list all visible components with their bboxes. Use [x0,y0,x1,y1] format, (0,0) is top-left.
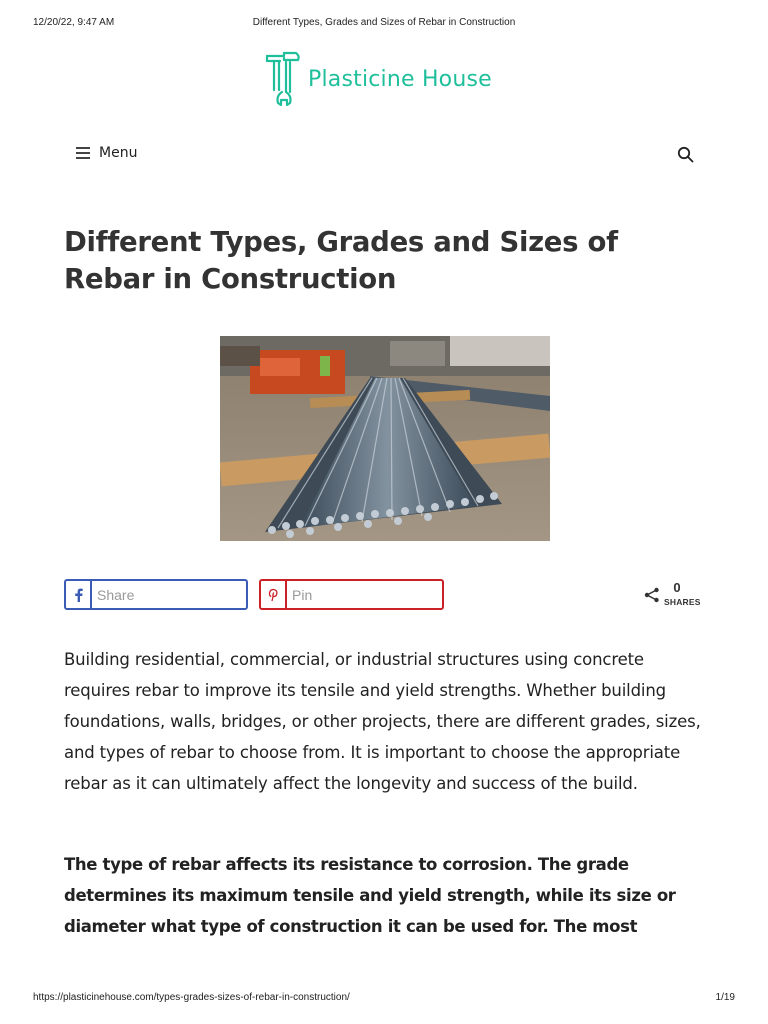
site-logo[interactable] [262,50,492,108]
main-nav [64,142,704,170]
pinterest-icon [261,581,287,608]
article-paragraph: Building residential, commercial, or industrial structures using concrete requires rebar to improve its tensile and yield strengths. Whether building foundations, walls, bridges, or other projects, there are different grades, sizes, and types of rebar to choose from. It is important to choose the appropriate rebar as it can ultimately affect the longevity and success of the build. [64,650,701,793]
menu-label: Menu [99,145,138,161]
search-icon [677,146,694,163]
search-button[interactable] [677,146,694,167]
facebook-share-label: Share [97,586,135,603]
share-counter [644,580,704,610]
site-logo-text: Plasticine House [308,66,492,92]
facebook-icon [66,581,92,608]
print-doc-title: Different Types, Grades and Sizes of Rebar in Construction [252,17,516,28]
menu-button[interactable] [75,145,137,161]
print-page-number: 1/19 [715,992,735,1003]
article-hero-image [220,336,550,541]
hamburger-icon [75,146,91,160]
share-bar [64,579,704,611]
rebar-bundle-photo [220,336,550,541]
hammer-wrench-icon [262,50,302,108]
print-header [0,17,768,31]
share-count-label: SHARES [664,597,701,607]
print-footer [0,992,768,1006]
facebook-share-button[interactable] [64,579,248,610]
pinterest-pin-button[interactable] [259,579,444,610]
print-datetime: 12/20/22, 9:47 AM [33,17,115,28]
article-paragraph-bold: The type of rebar affects its resistance to corrosion. The grade determines its maximum tensile and yield strength, while its size or diameter what type of construction it can be used for. The most [64,855,676,936]
print-url: https://plasticinehouse.com/types-grades-sizes-of-rebar-in-construction/ [33,992,350,1003]
pinterest-pin-label: Pin [292,586,313,603]
article-title: Different Types, Grades and Sizes of Rebar in Construction [64,226,618,295]
share-count-number: 0 [673,580,681,595]
share-icon [644,587,660,603]
